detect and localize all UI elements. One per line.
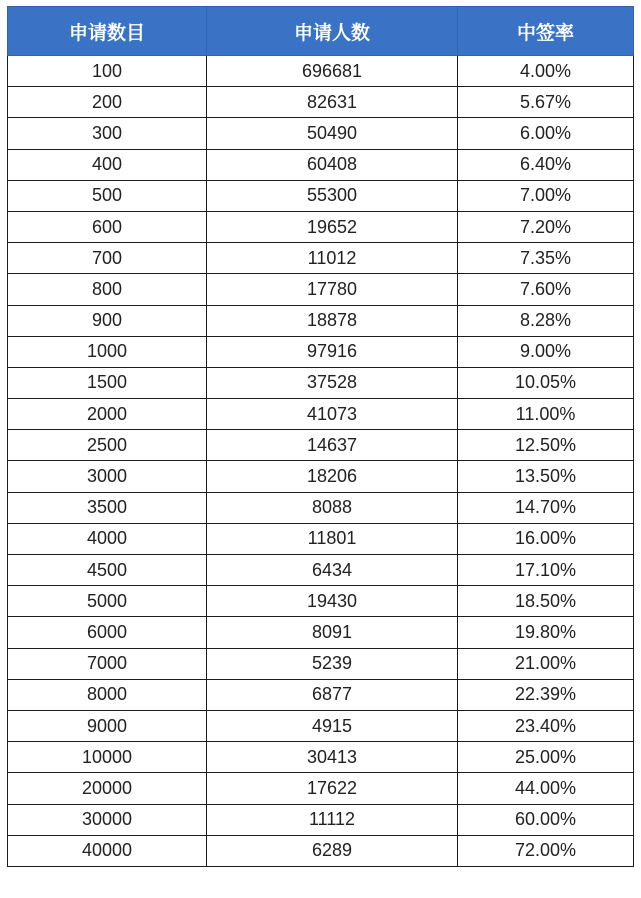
cell-application-quantity: 6000 xyxy=(8,617,207,648)
cell-winning-rate: 21.00% xyxy=(458,648,634,679)
cell-applicant-count: 19652 xyxy=(207,211,458,242)
cell-winning-rate: 7.35% xyxy=(458,243,634,274)
cell-applicant-count: 11012 xyxy=(207,243,458,274)
cell-application-quantity: 600 xyxy=(8,211,207,242)
header-application-quantity: 申请数目 xyxy=(8,7,207,56)
table-row xyxy=(8,742,634,773)
table-body xyxy=(8,56,634,867)
table-row xyxy=(8,243,634,274)
cell-winning-rate: 7.00% xyxy=(458,180,634,211)
cell-application-quantity: 8000 xyxy=(8,679,207,710)
table-row xyxy=(8,399,634,430)
cell-application-quantity: 500 xyxy=(8,180,207,211)
table-row xyxy=(8,835,634,866)
cell-application-quantity: 1000 xyxy=(8,336,207,367)
cell-applicant-count: 6877 xyxy=(207,679,458,710)
cell-application-quantity: 1500 xyxy=(8,367,207,398)
cell-application-quantity: 9000 xyxy=(8,710,207,741)
cell-applicant-count: 11801 xyxy=(207,523,458,554)
table-row xyxy=(8,586,634,617)
allotment-table xyxy=(7,6,634,867)
table-row xyxy=(8,274,634,305)
header-winning-rate: 中签率 xyxy=(458,7,634,56)
cell-winning-rate: 5.67% xyxy=(458,87,634,118)
cell-application-quantity: 10000 xyxy=(8,742,207,773)
table-row xyxy=(8,617,634,648)
cell-application-quantity: 3000 xyxy=(8,461,207,492)
cell-applicant-count: 6289 xyxy=(207,835,458,866)
cell-application-quantity: 2000 xyxy=(8,399,207,430)
table-row xyxy=(8,367,634,398)
cell-winning-rate: 60.00% xyxy=(458,804,634,835)
cell-application-quantity: 3500 xyxy=(8,492,207,523)
cell-applicant-count: 11112 xyxy=(207,804,458,835)
table-row xyxy=(8,461,634,492)
table-row xyxy=(8,492,634,523)
header-row xyxy=(8,7,634,56)
table-row xyxy=(8,56,634,87)
cell-application-quantity: 20000 xyxy=(8,773,207,804)
table-row xyxy=(8,804,634,835)
cell-application-quantity: 900 xyxy=(8,305,207,336)
cell-applicant-count: 37528 xyxy=(207,367,458,398)
cell-applicant-count: 50490 xyxy=(207,118,458,149)
cell-application-quantity: 700 xyxy=(8,243,207,274)
cell-winning-rate: 4.00% xyxy=(458,56,634,87)
cell-winning-rate: 7.20% xyxy=(458,211,634,242)
cell-application-quantity: 5000 xyxy=(8,586,207,617)
cell-winning-rate: 11.00% xyxy=(458,399,634,430)
cell-winning-rate: 9.00% xyxy=(458,336,634,367)
cell-applicant-count: 41073 xyxy=(207,399,458,430)
cell-winning-rate: 44.00% xyxy=(458,773,634,804)
table-row xyxy=(8,118,634,149)
cell-applicant-count: 18206 xyxy=(207,461,458,492)
table-row xyxy=(8,773,634,804)
header-applicant-count: 申请人数 xyxy=(207,7,458,56)
cell-applicant-count: 14637 xyxy=(207,430,458,461)
cell-application-quantity: 2500 xyxy=(8,430,207,461)
cell-applicant-count: 55300 xyxy=(207,180,458,211)
cell-winning-rate: 17.10% xyxy=(458,555,634,586)
cell-applicant-count: 6434 xyxy=(207,555,458,586)
cell-applicant-count: 5239 xyxy=(207,648,458,679)
cell-application-quantity: 4000 xyxy=(8,523,207,554)
cell-winning-rate: 7.60% xyxy=(458,274,634,305)
cell-applicant-count: 17622 xyxy=(207,773,458,804)
cell-application-quantity: 800 xyxy=(8,274,207,305)
cell-winning-rate: 22.39% xyxy=(458,679,634,710)
cell-winning-rate: 6.00% xyxy=(458,118,634,149)
table-row xyxy=(8,180,634,211)
table-row xyxy=(8,710,634,741)
table-row xyxy=(8,149,634,180)
cell-winning-rate: 8.28% xyxy=(458,305,634,336)
cell-winning-rate: 18.50% xyxy=(458,586,634,617)
cell-winning-rate: 14.70% xyxy=(458,492,634,523)
cell-applicant-count: 696681 xyxy=(207,56,458,87)
table-row xyxy=(8,679,634,710)
cell-applicant-count: 82631 xyxy=(207,87,458,118)
cell-winning-rate: 13.50% xyxy=(458,461,634,492)
cell-applicant-count: 17780 xyxy=(207,274,458,305)
table-row xyxy=(8,336,634,367)
cell-applicant-count: 97916 xyxy=(207,336,458,367)
cell-applicant-count: 19430 xyxy=(207,586,458,617)
table-row xyxy=(8,305,634,336)
cell-application-quantity: 200 xyxy=(8,87,207,118)
cell-applicant-count: 4915 xyxy=(207,710,458,741)
cell-applicant-count: 8091 xyxy=(207,617,458,648)
cell-winning-rate: 25.00% xyxy=(458,742,634,773)
table-row xyxy=(8,555,634,586)
table-row xyxy=(8,211,634,242)
cell-winning-rate: 72.00% xyxy=(458,835,634,866)
cell-application-quantity: 40000 xyxy=(8,835,207,866)
table-row xyxy=(8,87,634,118)
cell-winning-rate: 12.50% xyxy=(458,430,634,461)
cell-applicant-count: 30413 xyxy=(207,742,458,773)
cell-applicant-count: 8088 xyxy=(207,492,458,523)
cell-winning-rate: 10.05% xyxy=(458,367,634,398)
cell-application-quantity: 400 xyxy=(8,149,207,180)
cell-winning-rate: 16.00% xyxy=(458,523,634,554)
cell-winning-rate: 23.40% xyxy=(458,710,634,741)
cell-application-quantity: 30000 xyxy=(8,804,207,835)
table-header xyxy=(8,7,634,56)
cell-application-quantity: 300 xyxy=(8,118,207,149)
cell-applicant-count: 60408 xyxy=(207,149,458,180)
cell-winning-rate: 6.40% xyxy=(458,149,634,180)
cell-application-quantity: 4500 xyxy=(8,555,207,586)
cell-winning-rate: 19.80% xyxy=(458,617,634,648)
table-row xyxy=(8,648,634,679)
table-row xyxy=(8,430,634,461)
cell-applicant-count: 18878 xyxy=(207,305,458,336)
table-row xyxy=(8,523,634,554)
allotment-table-container xyxy=(7,6,633,867)
cell-application-quantity: 7000 xyxy=(8,648,207,679)
cell-application-quantity: 100 xyxy=(8,56,207,87)
